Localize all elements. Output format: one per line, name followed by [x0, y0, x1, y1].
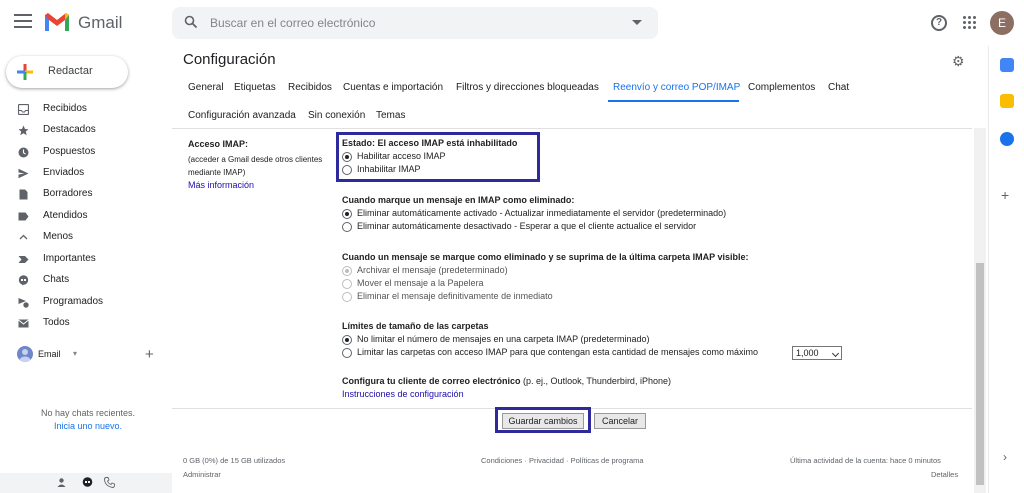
tab-themes[interactable]: Temas — [376, 110, 406, 121]
tab-general[interactable]: General — [188, 82, 224, 93]
tab-accounts[interactable]: Cuentas e importación — [343, 82, 444, 93]
send-icon — [18, 168, 29, 179]
option-label: Eliminar automáticamente desactivado - Esperar a que el cliente actualice el servidor — [357, 221, 697, 231]
calendar-icon[interactable] — [1000, 58, 1014, 72]
option-label: Mover el mensaje a la Papelera — [357, 278, 484, 288]
keep-icon[interactable] — [1000, 94, 1014, 108]
scrollbar[interactable] — [974, 128, 986, 493]
limit-folders-radio[interactable] — [342, 348, 352, 358]
option-label: No limitar el número de mensajes en una carpeta IMAP (predeterminado) — [357, 334, 650, 344]
sidebar-item-inbox[interactable] — [0, 99, 160, 120]
tab-forwarding-pop-imap[interactable]: Reenvío y correo POP/IMAP — [613, 82, 741, 93]
apps-grid-icon[interactable] — [963, 16, 975, 28]
folder-size-title: Límites de tamaño de las carpetas — [342, 321, 489, 331]
sidebar-item-attended[interactable] — [0, 206, 160, 227]
search-input[interactable] — [210, 7, 610, 39]
contacts-icon[interactable] — [56, 477, 67, 488]
sidebar-item-starred[interactable] — [0, 120, 160, 141]
sidebar-item-label: Recibidos — [43, 103, 87, 114]
client-config-title-bold: Configura tu cliente de correo electrónico — [342, 376, 521, 386]
top-bar — [0, 0, 1024, 46]
app-name: Gmail — [78, 13, 123, 32]
sidebar — [0, 46, 172, 493]
more-info-link[interactable]: Más información — [188, 180, 255, 190]
no-folder-limit-radio[interactable] — [342, 335, 352, 345]
client-config-title-rest: (p. ej., Outlook, Thunderbird, iPhone) — [520, 376, 671, 386]
sidebar-item-label: Chats — [43, 274, 70, 285]
sidebar-item-label: Todos — [43, 317, 70, 328]
save-changes-button[interactable]: Guardar cambios — [502, 413, 584, 429]
page-title: Configuración — [183, 51, 276, 68]
compose-label: Redactar — [48, 65, 93, 77]
folder-limit-select[interactable] — [792, 346, 842, 360]
auto-expunge-off-radio[interactable] — [342, 222, 352, 232]
sidebar-item-less[interactable] — [0, 227, 160, 248]
tab-filters[interactable]: Filtros y direcciones bloqueadas — [456, 82, 599, 93]
option-label: Limitar las carpetas con acceso IMAP para que contengan esta cantidad de mensajes como máximo — [357, 347, 759, 357]
chat-icon — [18, 275, 29, 286]
hangouts-user[interactable] — [0, 346, 172, 364]
cancel-button[interactable]: Cancelar — [594, 413, 646, 429]
last-activity: Última actividad de la cuenta: hace 0 minutos — [790, 456, 941, 465]
active-tab-indicator — [608, 100, 739, 102]
divider — [172, 128, 972, 129]
gear-icon[interactable]: ⚙ — [952, 53, 965, 69]
draft-icon — [18, 189, 29, 200]
user-avatar-icon — [17, 346, 33, 362]
tasks-icon[interactable] — [1000, 132, 1014, 146]
sidebar-item-label: Borradores — [43, 188, 93, 199]
clock-icon — [18, 147, 29, 158]
archive-message-radio[interactable] — [342, 266, 352, 276]
policy-links[interactable]: Condiciones · Privacidad · Políticas de programa — [481, 456, 644, 465]
client-config-title — [342, 376, 671, 386]
folder-limit-value: 1,000 — [796, 348, 819, 358]
imap-desc-line-1: (acceder a Gmail desde otros clientes — [188, 155, 323, 164]
tab-advanced[interactable]: Configuración avanzada — [188, 110, 296, 121]
add-chat-icon[interactable]: + — [145, 346, 154, 363]
label-icon — [18, 211, 29, 222]
chevron-up-icon — [18, 232, 29, 243]
option-label: Inhabilitar IMAP — [357, 164, 421, 174]
option-label: Archivar el mensaje (predeterminado) — [357, 265, 508, 275]
tab-offline[interactable]: Sin conexión — [308, 110, 366, 121]
tab-inbox[interactable]: Recibidos — [288, 82, 332, 93]
deleted-section-title: Cuando marque un mensaje en IMAP como eliminado: — [342, 195, 575, 205]
sidebar-item-all[interactable] — [0, 313, 160, 334]
add-addon-icon[interactable]: + — [1001, 187, 1010, 203]
account-avatar[interactable]: E — [990, 11, 1014, 35]
sidebar-item-label: Pospuestos — [43, 146, 96, 157]
search-icon[interactable] — [184, 15, 198, 29]
scrollbar-thumb[interactable] — [976, 263, 984, 485]
delete-forever-radio[interactable] — [342, 292, 352, 302]
sidebar-item-important[interactable] — [0, 249, 160, 270]
sidebar-item-label: Menos — [43, 231, 74, 242]
imap-access-label: Acceso IMAP: — [188, 139, 249, 149]
move-to-trash-radio[interactable] — [342, 279, 352, 289]
sidebar-item-label: Atendidos — [43, 210, 88, 221]
settings-panel — [172, 46, 988, 493]
option-label: Eliminar el mensaje definitivamente de inmediato — [357, 291, 553, 301]
sidebar-item-drafts[interactable] — [0, 184, 160, 205]
scheduled-icon — [18, 297, 29, 308]
sidebar-item-label: Importantes — [43, 253, 96, 264]
sidebar-item-sent[interactable] — [0, 163, 160, 184]
chevron-down-icon[interactable]: ▾ — [73, 349, 78, 358]
compose-button[interactable] — [6, 56, 128, 88]
search-options-icon[interactable] — [632, 20, 642, 25]
option-label: Habilitar acceso IMAP — [357, 151, 446, 161]
main-menu-icon[interactable] — [14, 14, 32, 28]
sidebar-item-snoozed[interactable] — [0, 142, 160, 163]
sidebar-item-label: Destacados — [43, 124, 96, 135]
hangouts-user-label: Email — [38, 349, 61, 359]
imap-status-text: Estado: El acceso IMAP está inhabilitado — [342, 138, 518, 148]
sidebar-item-label: Programados — [43, 296, 104, 307]
star-icon — [18, 125, 29, 136]
config-instructions-link[interactable]: Instrucciones de configuración — [342, 389, 464, 399]
phone-icon[interactable] — [104, 477, 115, 488]
manage-storage-link[interactable]: Administrar — [183, 470, 221, 479]
side-panel — [988, 46, 1024, 493]
tab-chat[interactable]: Chat — [828, 82, 850, 93]
storage-usage: 0 GB (0%) de 15 GB utilizados — [183, 456, 286, 465]
auto-expunge-on-radio[interactable] — [342, 209, 352, 219]
search-bar[interactable] — [172, 7, 658, 39]
imap-status-highlight — [336, 132, 540, 182]
inbox-icon — [18, 104, 29, 115]
no-chats-text: No hay chats recientes. — [40, 408, 136, 418]
option-label: Eliminar automáticamente activado - Actualizar inmediatamente el servidor (predeterminado) — [357, 208, 727, 218]
help-icon[interactable]: ? — [931, 15, 947, 31]
chevron-down-icon — [832, 350, 839, 357]
imap-access-description — [188, 153, 338, 179]
tab-labels[interactable]: Etiquetas — [234, 82, 276, 93]
hangouts-bottom-bar — [0, 473, 172, 493]
chevron-right-icon[interactable]: › — [1003, 450, 1007, 464]
start-new-chat-link[interactable]: Inicia uno nuevo. — [53, 421, 123, 431]
plus-icon — [16, 63, 34, 81]
expunge-section-title: Cuando un mensaje se marque como eliminado y se suprima de la última carpeta IMAP visible: — [342, 252, 749, 262]
details-link[interactable]: Detalles — [931, 470, 959, 479]
mail-icon — [18, 318, 29, 329]
chat-bubble-icon[interactable] — [82, 477, 93, 488]
sidebar-item-label: Enviados — [43, 167, 85, 178]
important-icon — [18, 254, 29, 265]
imap-desc-line-2: mediante IMAP) — [188, 168, 246, 177]
gmail-logo-icon[interactable] — [44, 12, 70, 32]
sidebar-item-scheduled[interactable] — [0, 292, 160, 313]
tab-addons[interactable]: Complementos — [748, 82, 816, 93]
sidebar-item-chats[interactable] — [0, 270, 160, 291]
